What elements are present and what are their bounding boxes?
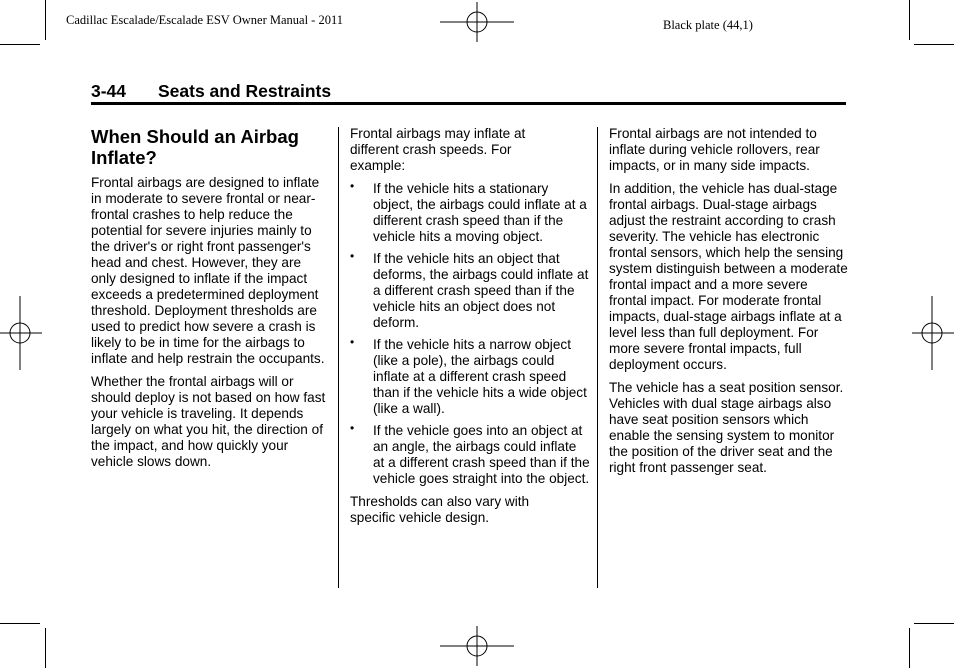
column-divider — [338, 127, 339, 588]
list-item — [350, 181, 590, 245]
list-item-text: If the vehicle hits an object that deforms, the airbags could inflate at a different crash speed than if the vehicle hits an object does not deform. — [373, 251, 589, 330]
column-3 — [609, 126, 849, 483]
column-2 — [350, 126, 590, 533]
list-item — [350, 423, 590, 487]
list-item-text: If the vehicle goes into an object at an angle, the airbags could inflate at a different crash speed than if the vehicle goes straight into the object. — [373, 423, 590, 486]
bullet-icon: • — [350, 179, 355, 193]
registration-mark-right — [912, 296, 954, 370]
section-title: Seats and Restraints — [158, 81, 332, 101]
paragraph: Whether the frontal airbags will or should deploy is not based on how fast your vehicle is traveling. It depends largely on what you hit, the direction of the impact, and how quickly your vehicle slows down. — [91, 374, 326, 469]
crop-mark — [0, 623, 40, 624]
plate-label: Black plate (44,1) — [663, 18, 753, 32]
paragraph: Frontal airbags are designed to inflate in moderate to severe frontal or near-frontal crashes to help reduce the potential for severe injuries mainly to the driver's or right front passenger's head and chest. However, they are only designed to inflate if the impact exceeds a predetermined deployment threshold. Deployment thresholds are used to predict how severe a crash is likely to be in time for the airbags to inflate and help restrain the occupants. — [91, 175, 325, 366]
crop-mark — [909, 628, 910, 668]
manual-title-header: Cadillac Escalade/Escalade ESV Owner Manual - 2011 — [66, 13, 343, 27]
page-number: 3-44 — [91, 81, 127, 101]
column-1 — [91, 126, 328, 477]
registration-mark-left — [0, 296, 42, 370]
column-divider — [597, 127, 598, 588]
paragraph: Thresholds can also vary with specific vehicle design. — [350, 494, 530, 525]
list-item-text: If the vehicle hits a narrow object (like a pole), the airbags could inflate at a different crash speed than if the vehicle hits a wide object (like a wall). — [373, 337, 587, 416]
paragraph: The vehicle has a seat position sensor. Vehicles with dual stage airbags also have seat position sensors which enable the sensing system to monitor the position of the driver seat and the right front passenger seat. — [609, 380, 844, 475]
bullet-icon: • — [350, 421, 355, 435]
paragraph: Frontal airbags are not intended to inflate during vehicle rollovers, rear impacts, or in many side impacts. — [609, 126, 820, 173]
bullet-icon: • — [350, 249, 355, 263]
bullet-list — [350, 181, 590, 487]
crop-mark — [0, 44, 40, 45]
bullet-icon: • — [350, 335, 355, 349]
article-heading: When Should an Airbag Inflate? — [91, 126, 299, 168]
registration-mark-bottom — [440, 626, 514, 666]
section-rule — [91, 102, 846, 105]
crop-mark — [909, 0, 910, 40]
crop-mark — [45, 628, 46, 668]
crop-mark — [45, 0, 46, 40]
crop-mark — [914, 44, 954, 45]
registration-mark-top — [440, 2, 514, 42]
crop-mark — [914, 623, 954, 624]
paragraph: In addition, the vehicle has dual-stage frontal airbags. Dual-stage airbags adjust the restraint according to crash severity. The vehicle has electronic frontal sensors, which help the sensing system distinguish between a moderate frontal impact and a more severe frontal impact. For moderate frontal impacts, dual-stage airbags inflate at a level less than full deployment. For more severe frontal impacts, full deployment occurs. — [609, 181, 848, 372]
paragraph: Frontal airbags may inflate at different crash speeds. For example: — [350, 126, 526, 173]
list-item — [350, 251, 590, 331]
list-item — [350, 337, 590, 417]
list-item-text: If the vehicle hits a stationary object, the airbags could inflate at a different crash speed than if the vehicle hits a moving object. — [373, 181, 587, 244]
section-header — [91, 81, 331, 102]
